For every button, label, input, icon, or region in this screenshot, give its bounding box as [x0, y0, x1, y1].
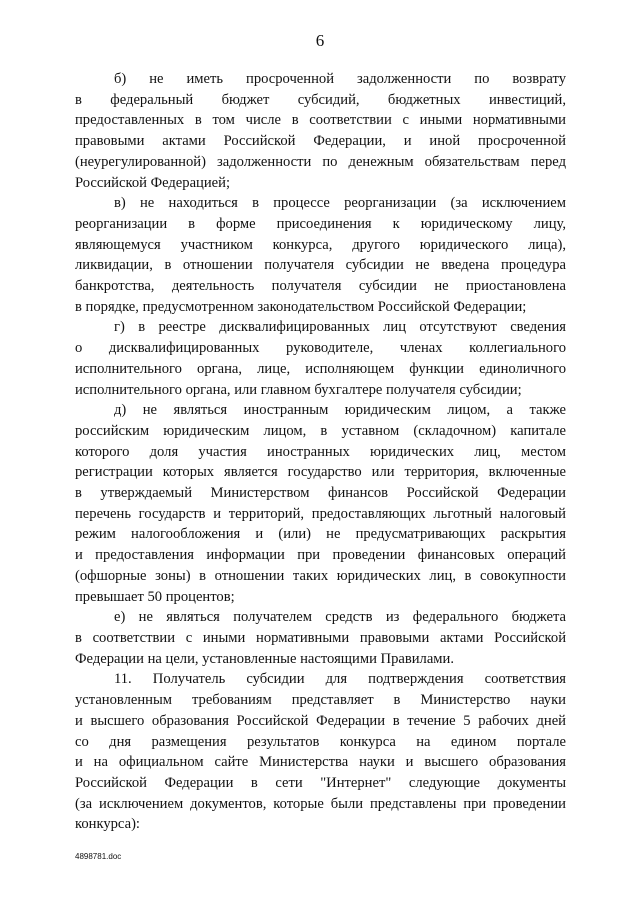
paragraph [75, 400, 566, 607]
text-line: в) не находиться в процессе реорганизации (за исключением [114, 195, 566, 212]
text-line: (офшорные зоны) в отношении таких юридических лиц, в совокупности [75, 567, 566, 584]
text-line: Российской Федерацией; [75, 174, 231, 191]
text-line: со дня размещения результатов конкурса на едином портале [75, 733, 566, 750]
text-line: перечень государств и территорий, предоставляющих льготный налоговый [75, 505, 566, 522]
paragraph [75, 193, 566, 317]
text-line: в порядке, предусмотренном законодательством Российской Федерации; [75, 298, 527, 315]
text-line: д) не являться иностранным юридическим лицом, а также [114, 402, 566, 419]
text-line: банкротства, деятельность получателя субсидии не приостановлена [75, 278, 566, 295]
page-number: 6 [315, 31, 325, 50]
text-line: регистрации которых является государство или территория, включенные [75, 464, 566, 481]
text-line: предоставленных в том числе в соответствии с иными нормативными [75, 112, 566, 129]
text-line: исполнительного органа, лице, исполняющем функции единоличного [75, 360, 566, 377]
text-line: реорганизации в форме присоединения к юридическому лицу, [75, 215, 566, 232]
paragraph [75, 69, 566, 193]
text-line: Федерации на цели, установленные настоящими Правилами. [75, 650, 454, 667]
text-line: превышает 50 процентов; [75, 588, 235, 605]
text-line: о дисквалифицированных руководителе, членах коллегиального [75, 340, 566, 357]
text-line: (неурегулированной) задолженности по денежным обязательствам перед [75, 153, 566, 170]
text-line: и на официальном сайте Министерства науки и высшего образования [75, 754, 566, 771]
text-line: российским юридическим лицом, в уставном (складочном) капитале [75, 422, 566, 439]
paragraph [75, 317, 566, 400]
paragraph [75, 669, 566, 835]
text-line: ликвидации, в отношении получателя субсидии не введена процедура [75, 257, 566, 274]
text-line: и высшего образования Российской Федерации в течение 5 рабочих дней [75, 712, 566, 729]
text-line: Российской Федерации в сети "Интернет" следующие документы [75, 774, 566, 791]
document-body [75, 69, 566, 835]
text-line: и предоставления информации при проведении финансовых операций [75, 547, 566, 564]
text-line: в федеральный бюджет субсидий, бюджетных инвестиций, [75, 91, 566, 108]
text-line: 11. Получатель субсидии для подтверждения соответствия [114, 671, 566, 688]
text-line: конкурса): [75, 816, 140, 833]
text-line: в утверждаемый Министерством финансов Российской Федерации [75, 485, 566, 502]
paragraph [75, 607, 566, 669]
text-line: б) не иметь просроченной задолженности по возврату [114, 71, 566, 87]
text-line: исполнительного органа, или главном бухгалтере получателя субсидии; [75, 381, 522, 398]
text-line: режим налогообложения и (или) не предусматривающих раскрытия [75, 526, 566, 543]
text-line: которого доля участия иностранных юридических лиц, местом [75, 443, 566, 460]
text-line: установленным требованиям представляет в Министерство науки [75, 692, 566, 709]
text-line: е) не являться получателем средств из федерального бюджета [114, 609, 566, 626]
text-line: в соответствии с иными нормативными правовыми актами Российской [75, 629, 566, 646]
text-line: г) в реестре дисквалифицированных лиц отсутствуют сведения [114, 319, 566, 336]
text-line: являющемуся участником конкурса, другого юридического лица), [75, 236, 566, 253]
text-line: правовыми актами Российской Федерации, и иной просроченной [75, 133, 566, 150]
text-line: (за исключением документов, которые были представлены при проведении [75, 795, 566, 812]
footer-filename: 4898781.doc [75, 852, 122, 861]
